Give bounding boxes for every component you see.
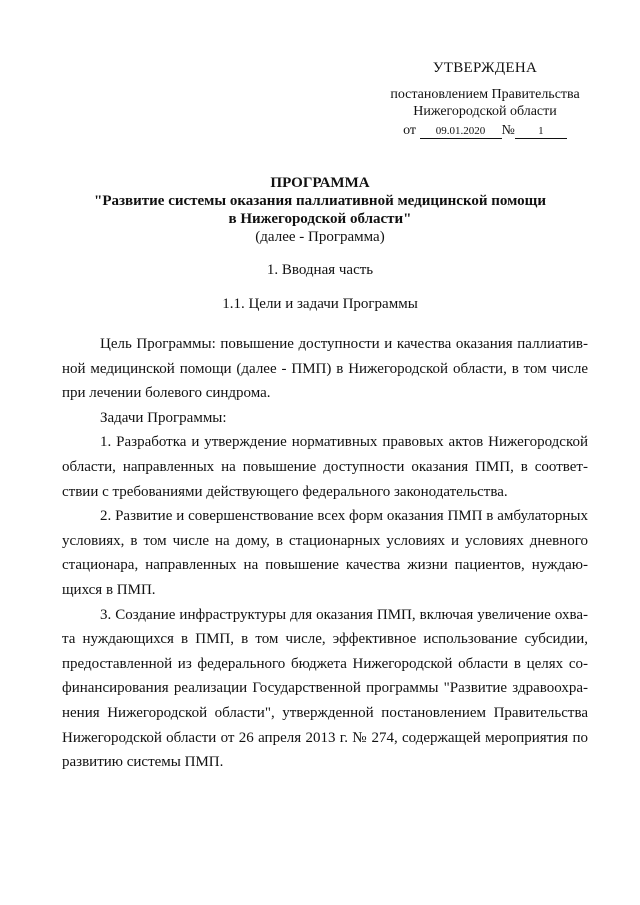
approval-number: 1 bbox=[515, 124, 567, 139]
approval-stamp bbox=[360, 60, 610, 139]
program-name-line-2: в Нижегородской области" bbox=[228, 211, 412, 227]
paragraph-task-3: 3. Создание инфраструктуры для оказания ПМП, включая увеличение охвата нуждающихся в ПМП, в том числе, эффективное использование субсидии, предоставленной из федерального бюджета Нижегородской области в целях софинансирования реализации Государственной программы "Развитие здравоохранения Нижегородской области", утвержденной постановлением Правительства Нижегородской области от 26 апреля 2013 г. № 274, содержащей мероприятия по развитию системы ПМП. bbox=[62, 606, 588, 771]
document-body bbox=[62, 332, 588, 775]
number-sign: № bbox=[501, 123, 515, 138]
paragraph-task-1: 1. Разработка и утверждение нормативных правовых актов Нижегородской области, направленных на повышение доступности оказания ПМП, в соответствии с требованиями действующего федерального законодательства. bbox=[62, 434, 588, 500]
section-heading-intro: 1. Вводная часть bbox=[266, 262, 374, 278]
paragraph-goal: Цель Программы: повышение доступности и качества оказания паллиативной медицинской помощи (далее - ПМП) в Нижегородской области, в том числе при лечении болевого синдрома. bbox=[62, 336, 588, 402]
paragraph-tasks-heading: Задачи Программы: bbox=[100, 409, 227, 426]
from-label: от bbox=[403, 123, 417, 138]
approval-line-1: постановлением Правительства bbox=[390, 87, 580, 102]
paragraph-task-2: 2. Развитие и совершенствование всех форм оказания ПМП в амбулаторных условиях, в том числе на дому, в стационарных условиях и условиях дневного стационара, направленных на повышение качества жизни пациентов, нуждающихся в ПМП. bbox=[62, 508, 588, 598]
approved-heading: УТВЕРЖДЕНА bbox=[432, 60, 538, 76]
approval-date: 09.01.2020 bbox=[420, 124, 502, 139]
program-name-line-1: "Развитие системы оказания паллиативной медицинской помощи bbox=[94, 193, 546, 209]
program-title bbox=[0, 174, 640, 246]
section-heading-goals: 1.1. Цели и задачи Программы bbox=[222, 296, 418, 312]
approval-dateline bbox=[360, 122, 610, 139]
approval-line-2: Нижегородской области bbox=[413, 104, 557, 119]
program-alias: (далее - Программа) bbox=[255, 229, 385, 245]
program-heading: ПРОГРАММА bbox=[270, 175, 370, 191]
